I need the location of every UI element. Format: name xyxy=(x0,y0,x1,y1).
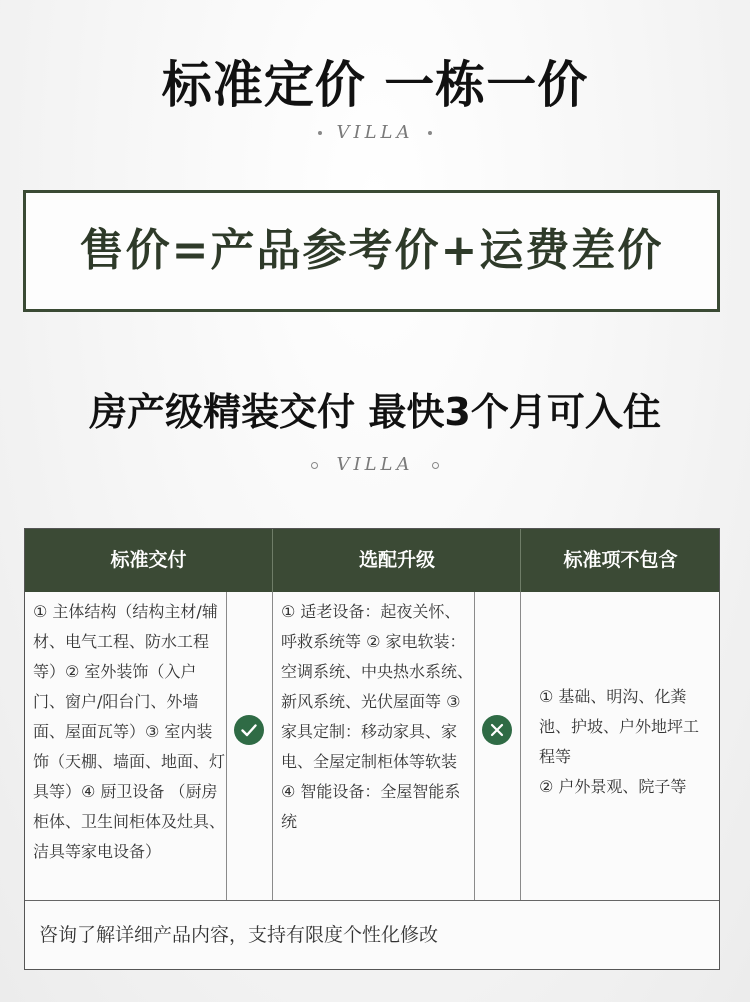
not-included-item: ② 户外景观、院子等 xyxy=(539,777,687,796)
not-included-cell xyxy=(539,682,709,802)
ring-icon xyxy=(432,462,439,469)
comparison-table xyxy=(24,528,720,970)
header-not-included: 标准项不包含 xyxy=(520,529,720,592)
divider xyxy=(474,592,475,900)
check-circle-icon xyxy=(234,715,264,745)
villa-text: VILLA xyxy=(336,454,414,475)
dot-icon xyxy=(428,131,432,135)
header-optional-upgrade: 选配升级 xyxy=(272,529,521,592)
not-included-item: ① 基础、明沟、化粪池、护坡、户外地坪工程等 xyxy=(539,687,700,766)
page-title: 标准定价 一栋一价 xyxy=(161,56,589,114)
price-formula: 售价=产品参考价+运费差价 xyxy=(79,225,664,276)
villa-mark-top xyxy=(0,120,750,146)
villa-mark-bottom xyxy=(0,452,750,478)
formula-box xyxy=(23,190,720,312)
villa-text: VILLA xyxy=(336,122,414,143)
divider xyxy=(226,592,227,900)
header-standard-delivery: 标准交付 xyxy=(110,549,187,571)
optional-upgrade-cell: ① 适老设备：起夜关怀、呼救系统等 ② 家电软装：空调系统、中央热水系统、新风系统、光伏屋面等 ③ 家具定制：移动家具、家电、全屋定制柜体等软装 ④ 智能设备：全屋智能系统 xyxy=(281,602,474,831)
dot-icon xyxy=(318,131,322,135)
ring-icon xyxy=(311,462,318,469)
divider xyxy=(520,592,521,900)
delivery-subtitle: 房产级精装交付 最快3个月可入住 xyxy=(89,390,661,434)
divider xyxy=(272,592,273,900)
table-header xyxy=(25,529,719,592)
cross-circle-icon xyxy=(482,715,512,745)
standard-delivery-cell: ① 主体结构（结构主材/辅材、电气工程、防水工程等）② 室外装饰（入户门、窗户/阳台门、外墙面、屋面瓦等）③ 室内装饰（天棚、墙面、地面、灯具等）④ 厨卫设备 （厨房柜体、卫生间柜体及灶具、洁具等家电设备） xyxy=(33,602,226,861)
consult-note: 咨询了解详细产品内容，支持有限度个性化修改 xyxy=(39,924,439,946)
